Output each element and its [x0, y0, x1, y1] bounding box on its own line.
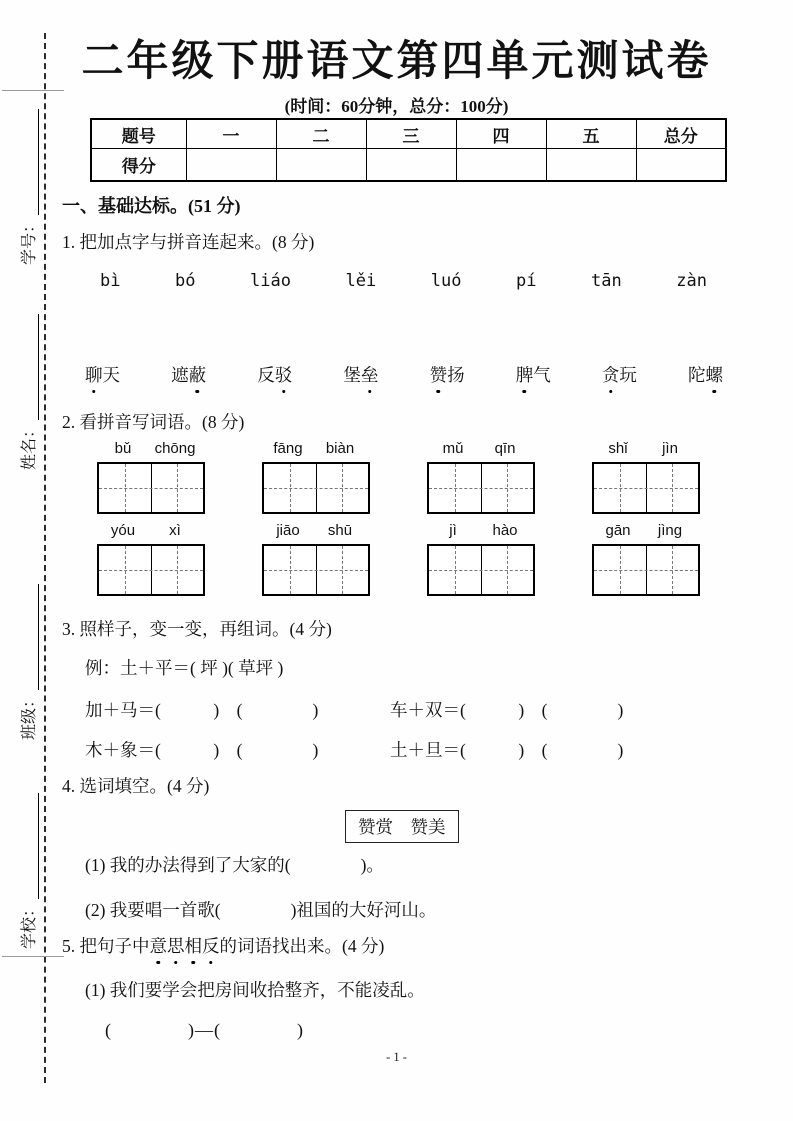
q1-word-char: 陀 [687, 365, 706, 385]
pinyin-syllable: biàn [325, 440, 355, 457]
score-table-header-row [91, 119, 726, 149]
q1-word-char: 反 [257, 365, 275, 385]
q1-word-char: 气 [533, 365, 551, 385]
writing-cell[interactable] [594, 546, 646, 594]
writing-cell[interactable] [316, 546, 369, 594]
margin-field-label: 学校： [21, 900, 38, 949]
q2-grid-row-1 [97, 440, 700, 514]
pinyin-word-grid-1-0 [97, 522, 205, 596]
grid-pinyin-label [97, 440, 201, 462]
q1-word-char: 螺 [705, 362, 723, 387]
score-table-value-row [91, 149, 726, 182]
tianzige-grid [427, 544, 535, 596]
q5-title-dotted-char: 相 [185, 933, 203, 958]
q1-word-char: 玩 [619, 365, 637, 385]
pinyin-syllable: jiāo [276, 522, 300, 539]
q1-word-1 [171, 362, 206, 387]
tianzige-grid [262, 462, 370, 514]
q1-pinyin-6: tān [591, 271, 622, 291]
pinyin-syllable: bǔ [114, 440, 132, 457]
writing-cell[interactable] [481, 464, 534, 512]
q1-pinyin-0: bì [100, 271, 121, 291]
q3-combo-1-1: 土＋旦＝( ) ( ) [390, 740, 624, 760]
margin-field-blank[interactable] [21, 584, 39, 690]
margin-field-3 [17, 779, 39, 949]
q3-combo-0-1: 车＋双＝( ) ( ) [390, 700, 624, 720]
grid-pinyin-label [427, 522, 531, 544]
tianzige-grid [262, 544, 370, 596]
writing-cell[interactable] [594, 464, 646, 512]
q3-row-2 [85, 737, 623, 762]
writing-cell[interactable] [264, 464, 316, 512]
q3-example: 例：土＋平＝( 坪 )( 草坪 ) [85, 658, 284, 678]
q1-word-char: 驳 [275, 362, 293, 387]
grid-pinyin-label [262, 440, 366, 462]
q5-title-dotted-char: 反 [202, 933, 220, 958]
q1-pinyin-2: liáo [250, 271, 291, 291]
q4-title: 4. 选词填空。(4 分) [62, 776, 210, 796]
paper-subtitle: (时间：60分钟，总分：100分) [284, 97, 509, 116]
tianzige-grid [592, 462, 700, 514]
writing-cell[interactable] [99, 546, 151, 594]
pinyin-syllable: jìn [662, 440, 678, 457]
q1-word-char: 遮 [171, 365, 189, 385]
section1-heading: 一、基础达标。(51 分) [62, 196, 241, 216]
fold-line [44, 33, 46, 1083]
margin-tick-top [2, 90, 64, 91]
q4-item-2: (2) 我要唱一首歌( )祖国的大好河山。 [85, 900, 437, 920]
score-header-cell-2: 二 [276, 119, 366, 149]
writing-cell[interactable] [151, 464, 204, 512]
q1-word-char: 堡 [343, 365, 361, 385]
grid-pinyin-label [262, 522, 366, 544]
q5-title-dotted-char: 思 [167, 933, 185, 958]
q1-word-char: 扬 [447, 365, 465, 385]
score-header-cell-5: 五 [546, 119, 636, 149]
pinyin-word-grid-0-2 [427, 440, 535, 514]
score-header-cell-3: 三 [366, 119, 456, 149]
q4-word-bank: 赞赏 赞美 [345, 810, 459, 843]
q1-pinyin-3: lěi [345, 271, 377, 291]
q5-answer-blank[interactable]: ( )—( ) [105, 1020, 304, 1040]
pinyin-word-grid-0-0 [97, 440, 205, 514]
score-header-cell-4: 四 [456, 119, 546, 149]
q1-word-char: 垒 [361, 362, 379, 387]
pinyin-syllable: mǔ [442, 440, 464, 457]
margin-tick-bottom [2, 956, 64, 957]
q1-words-row [85, 362, 723, 387]
margin-field-label: 学号： [21, 216, 38, 265]
writing-cell[interactable] [316, 464, 369, 512]
page-number: - 1 - [386, 1050, 407, 1064]
score-cell-3[interactable] [456, 149, 546, 182]
tianzige-grid [97, 462, 205, 514]
margin-field-1 [17, 300, 39, 470]
pinyin-syllable: jìng [657, 522, 683, 539]
q1-pinyin-5: pí [516, 271, 537, 291]
q5-title-dotted-char: 意 [150, 933, 168, 958]
grid-pinyin-label [592, 522, 696, 544]
margin-field-label: 姓名： [21, 421, 38, 470]
score-cell-5[interactable] [636, 149, 726, 182]
pinyin-syllable: fāng [273, 440, 303, 457]
margin-field-2 [17, 570, 39, 740]
q1-word-char: 天 [102, 365, 120, 385]
pinyin-syllable: gān [605, 522, 631, 539]
score-row-label: 得分 [91, 149, 186, 182]
score-cell-1[interactable] [276, 149, 366, 182]
score-cell-0[interactable] [186, 149, 276, 182]
writing-cell[interactable] [646, 546, 699, 594]
q3-title: 3. 照样子，变一变，再组词。(4 分) [62, 619, 332, 639]
q5-item-1: (1) 我们要学会把房间收拾整齐，不能凌乱。 [85, 980, 425, 1000]
q3-combo-1-0: 木＋象＝( ) ( ) [85, 740, 319, 760]
pinyin-word-grid-0-3 [592, 440, 700, 514]
q1-word-5 [516, 362, 551, 387]
q4-item-1: (1) 我的办法得到了大家的( )。 [85, 855, 384, 875]
writing-cell[interactable] [429, 546, 481, 594]
grid-pinyin-label [427, 440, 531, 462]
score-cell-2[interactable] [366, 149, 456, 182]
q1-pinyin-7: zàn [676, 271, 707, 291]
score-header-cell-0: 题号 [91, 119, 186, 149]
pinyin-word-grid-1-1 [262, 522, 370, 596]
writing-cell[interactable] [151, 546, 204, 594]
q1-pinyin-row [100, 271, 707, 291]
writing-cell[interactable] [481, 546, 534, 594]
writing-cell[interactable] [99, 464, 151, 512]
score-header-cell-6: 总分 [636, 119, 726, 149]
q1-word-char: 聊 [85, 362, 103, 387]
writing-cell[interactable] [646, 464, 699, 512]
margin-field-label: 班级： [21, 691, 38, 740]
q2-title: 2. 看拼音写词语。(8 分) [62, 412, 245, 432]
score-cell-4[interactable] [546, 149, 636, 182]
q1-word-char: 赞 [430, 362, 448, 387]
writing-cell[interactable] [429, 464, 481, 512]
tianzige-grid [592, 544, 700, 596]
margin-field-0 [17, 95, 39, 265]
q1-word-7 [688, 362, 723, 387]
pinyin-syllable: yóu [110, 522, 136, 539]
q1-word-char: 脾 [516, 362, 534, 387]
margin-field-blank[interactable] [21, 314, 39, 420]
tianzige-grid [97, 544, 205, 596]
q3-row-1 [85, 697, 623, 722]
q1-title: 1. 把加点字与拼音连起来。(8 分) [62, 232, 315, 252]
q5-title-prefix: 5. 把句子中 [62, 936, 150, 956]
q1-word-char: 蔽 [189, 362, 207, 387]
pinyin-syllable: qīn [494, 440, 516, 457]
q5-title-suffix: 的词语找出来。(4 分) [219, 936, 385, 956]
pinyin-syllable: shū [327, 522, 353, 539]
score-table [90, 118, 727, 182]
q1-word-6 [602, 362, 637, 387]
writing-cell[interactable] [264, 546, 316, 594]
q3-combo-0-0: 加＋马＝( ) ( ) [85, 700, 319, 720]
q1-word-4 [430, 362, 465, 387]
pinyin-syllable: chōng [154, 440, 196, 457]
q1-word-0 [85, 362, 120, 387]
pinyin-word-grid-1-3 [592, 522, 700, 596]
grid-pinyin-label [97, 522, 201, 544]
q1-pinyin-4: luó [430, 271, 462, 291]
q1-pinyin-1: bó [175, 271, 196, 291]
q1-word-char: 贪 [602, 362, 620, 387]
tianzige-grid [427, 462, 535, 514]
margin-field-blank[interactable] [21, 793, 39, 899]
pinyin-word-grid-1-2 [427, 522, 535, 596]
pinyin-word-grid-0-1 [262, 440, 370, 514]
grid-pinyin-label [592, 440, 696, 462]
pinyin-syllable: hào [492, 522, 518, 539]
margin-field-blank[interactable] [21, 109, 39, 215]
q5-title [62, 933, 384, 958]
q2-grid-row-2 [97, 522, 700, 596]
pinyin-syllable: xì [169, 522, 181, 539]
q1-word-2 [257, 362, 292, 387]
pinyin-syllable: jì [449, 522, 457, 539]
q1-word-3 [343, 362, 378, 387]
paper-title: 二年级下册语文第四单元测试卷 [81, 39, 712, 85]
pinyin-syllable: shǐ [608, 440, 628, 457]
score-header-cell-1: 一 [186, 119, 276, 149]
